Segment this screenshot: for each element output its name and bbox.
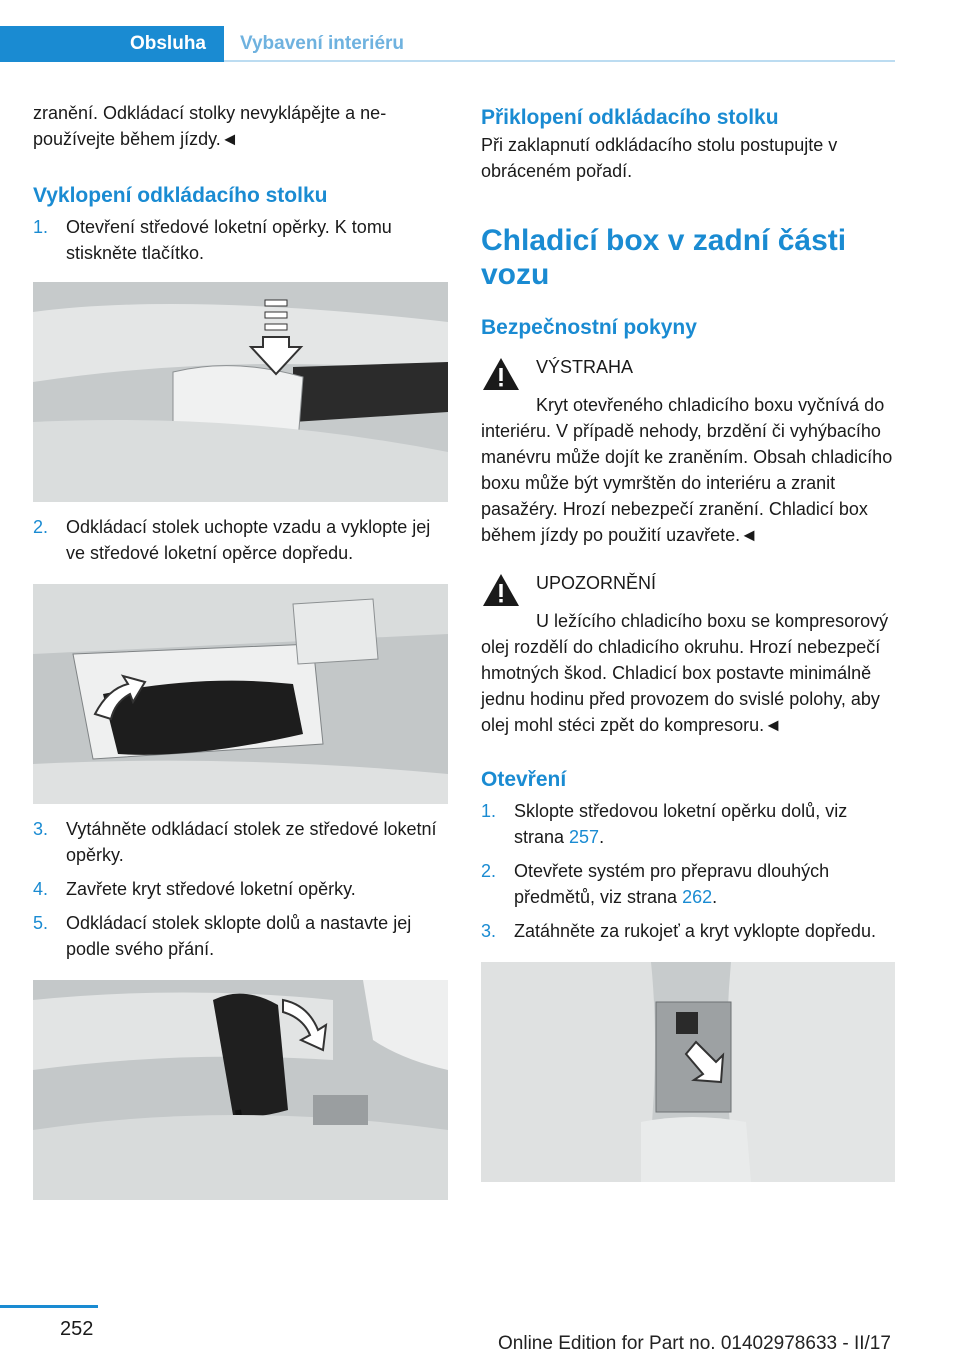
tray-adjust-photo xyxy=(33,980,448,1200)
steps-list-otevreni xyxy=(481,798,896,944)
steps-list-b xyxy=(33,514,448,566)
steps-list-a xyxy=(33,214,448,266)
caution-text: U ležícího chladicího boxu se kompresorový olej rozdělí do chladicího okruhu. Hrozí nebezpečí hmotných škod. Chladicí box postavte minimálně jednu hodinu před provozem do svislé polohy, aby olej mohl stéci zpět do kompresoru.◄ xyxy=(481,611,889,735)
footer-accent-line xyxy=(0,1305,98,1308)
caution-title: UPOZORNĚNÍ xyxy=(536,573,657,593)
page-link-257[interactable]: 257 xyxy=(569,827,600,847)
steps-list-c xyxy=(33,816,448,962)
warning-triangle-icon xyxy=(481,356,521,392)
list-item: 1. Otevření středové loketní opěrky. K tomu stiskněte tlačítko. xyxy=(33,217,392,263)
cooling-box-photo xyxy=(481,962,895,1182)
list-item: 1. Sklopte středovou loketní opěrku dolů, viz strana 257. xyxy=(481,801,848,847)
tray-fold-photo xyxy=(33,584,448,804)
page-link-262[interactable]: 262 xyxy=(682,887,713,907)
page-number: 252 xyxy=(60,1318,94,1340)
tab-underline xyxy=(224,60,895,62)
section-heading-bezpecnostni-pokyny: Bezpečnostní pokyny xyxy=(481,316,697,339)
cooling-box-illustration xyxy=(481,962,895,1182)
header-tabs xyxy=(0,0,895,62)
list-item: 5. Odkládací stolek sklopte dolů a nastavte jej podle svého přání. xyxy=(33,913,412,959)
warning-text: Kryt otevřeného chladicího boxu vyčnívá do interiéru. V případě nehody, brzdění či vyhýbacího manévru může dojít ke zraněním. Obsah chladicího boxu může být vymrštěn do interiéru a zranit pasažéry. Hrozí nebezpečí zranění. Chladicí box během jízdy po použití uzavřete.◄ xyxy=(481,395,893,545)
section-heading-vyklopeni: Vyklopení odkládacího stolku xyxy=(33,184,328,207)
section-heading-priklopeni: Přiklopení odkládacího stolku xyxy=(481,106,779,129)
priklopeni-text: Při zaklapnutí odkládacího stolu postupujte v obráceném pořadí. xyxy=(481,135,838,181)
warning-block xyxy=(481,354,896,392)
list-item: 3. Zatáhněte za rukojeť a kryt vyklopte dopředu. xyxy=(481,921,876,941)
edition-text: Online Edition for Part no. 01402978633 - II/17 xyxy=(498,1333,891,1354)
tab-obsluha[interactable]: Obsluha xyxy=(0,26,224,62)
chapter-heading-chladici-box: Chladicí box v zadní části vozu xyxy=(481,224,847,291)
list-item: 4. Zavřete kryt středové loketní opěrky. xyxy=(33,879,356,899)
caution-triangle-icon xyxy=(481,572,521,608)
caution-block xyxy=(481,570,896,608)
section-heading-otevreni: Otevření xyxy=(481,768,567,791)
right-column xyxy=(481,104,896,1182)
list-item: 2. Otevřete systém pro přepravu dlouhých předmětů, viz strana 262. xyxy=(481,861,830,907)
armrest-button-photo xyxy=(33,282,448,502)
intro-text: zranění. Odkládací stolky nevyklápějte a nepoužívejte během jízdy.◄ xyxy=(33,103,387,149)
tray-adjust-illustration xyxy=(33,980,448,1200)
warning-title: VÝSTRAHA xyxy=(536,357,634,377)
tab-vybaveni-interieru[interactable]: Vybavení interiéru xyxy=(240,33,405,54)
left-column xyxy=(33,100,448,1200)
tray-illustration xyxy=(33,584,448,804)
list-item: 2. Odkládací stolek uchopte vzadu a vyklopte jej ve středové loketní opěrce dopředu. xyxy=(33,517,431,563)
armrest-illustration xyxy=(33,282,448,502)
list-item: 3. Vytáhněte odkládací stolek ze středové loketní opěrky. xyxy=(33,819,437,865)
